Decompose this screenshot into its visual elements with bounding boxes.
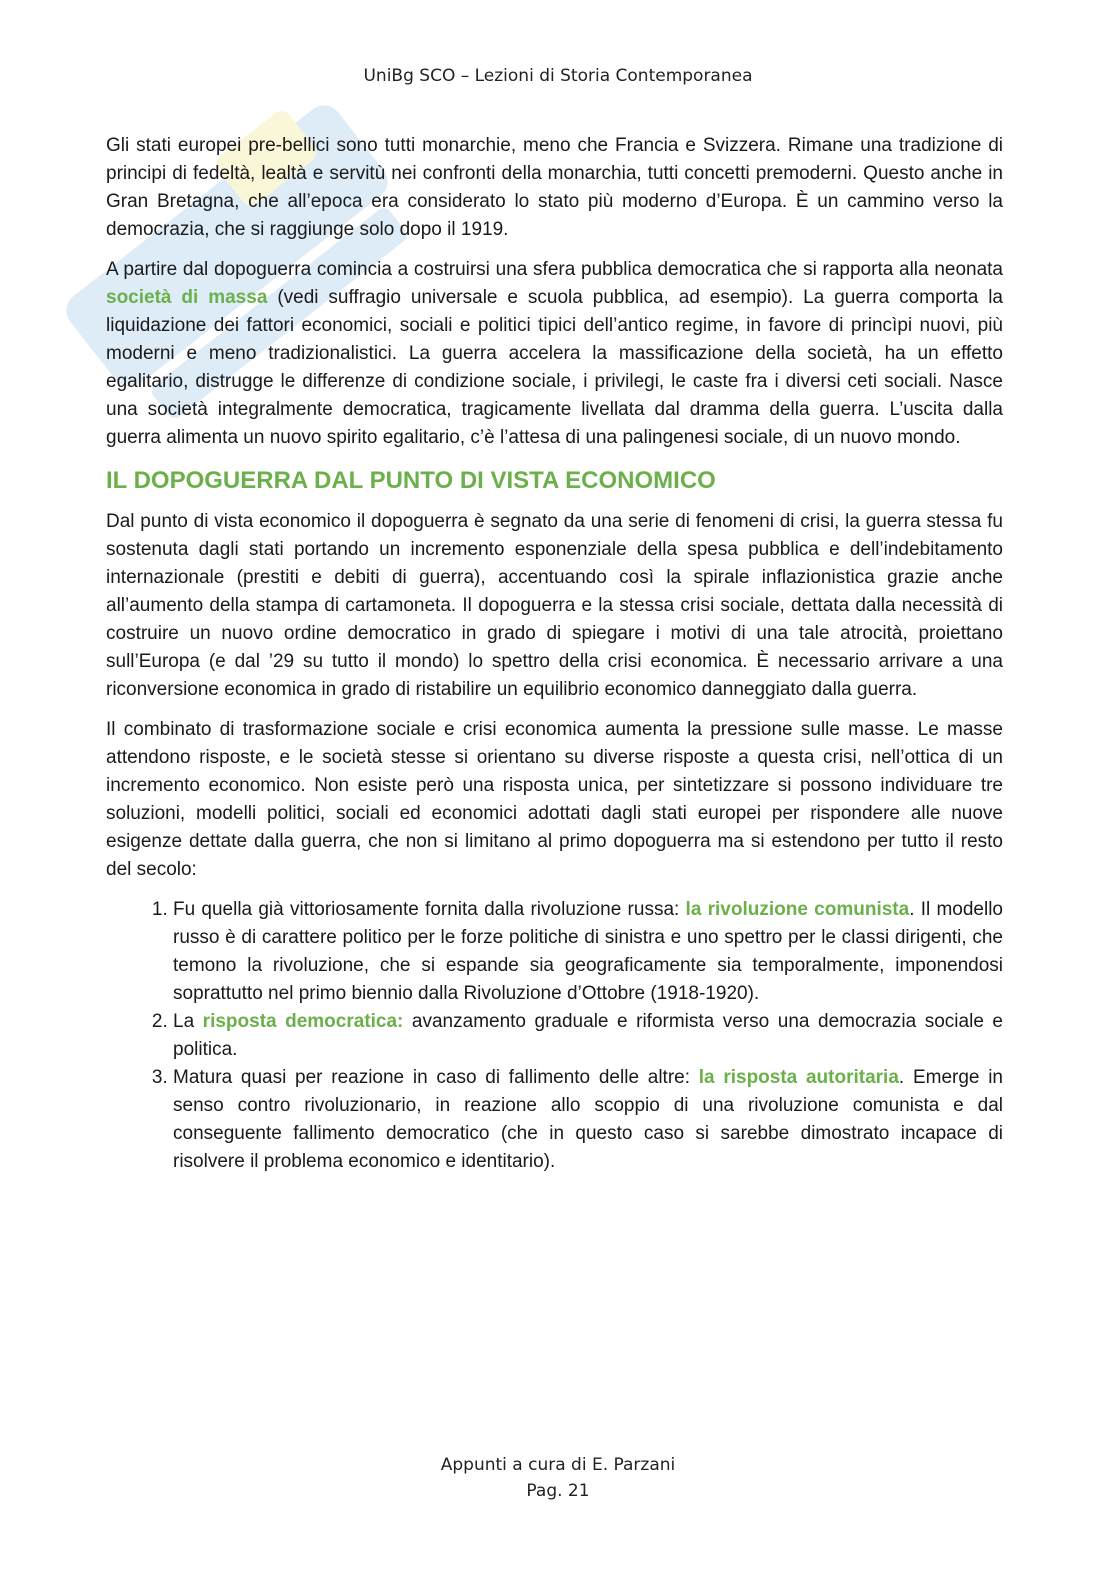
paragraph-text: A partire dal dopoguerra comincia a costruirsi una sfera pubblica democratica che si rapporta alla neonata [106,259,1003,280]
footer-credit: Appunti a cura di E. Parzani [440,1455,676,1475]
section-heading: IL DOPOGUERRA DAL PUNTO DI VISTA ECONOMICO [106,467,716,494]
paragraph: Gli stati europei pre-bellici sono tutti monarchie, meno che Francia e Svizzera. Rimane una tradizione di principi di fedeltà, lealtà e servitù nei confronti della monarchia, tutti concetti premoderni. Questo anche in Gran Bretagna, che all’epoca era considerato lo stato più moderno d’Europa. È un cammino verso la democrazia, che si raggiunge solo dopo il 1919. [106,135,1003,240]
page-header: UniBg SCO – Lezioni di Storia Contemporanea [363,66,753,86]
list-item-text: avanzamento graduale e riformista verso una democrazia sociale e politica. [173,1011,1003,1060]
highlighted-term: la rivoluzione comunista [685,899,910,920]
list-item-text: La [173,1011,203,1032]
list-item-text: Fu quella già vittoriosamente fornita dalla rivoluzione russa: [173,899,686,920]
paragraph: Il combinato di trasformazione sociale e crisi economica aumenta la pressione sulle masse. Le masse attendono risposte, e le società stesse si orientano su diverse risposte a questa crisi, nell’ottica di un incremento economico. Non esiste però una risposta unica, per sintetizzare si possono individuare tre soluzioni, modelli politici, sociali ed economici adottati dagli stati europei per rispondere alle nuove esigenze dettate dalla guerra, che non si limitano al primo dopoguerra ma si estendono per tutto il resto del secolo: [106,719,1003,880]
page-footer [0,1452,1116,1504]
list-item-text: . Emerge in senso contro rivoluzionario, in reazione allo scoppio di una rivoluzione comunista e dal conseguente fallimento democratico (che in questo caso si sarebbe dimostrato incapace di risolvere il problema economico e identitario). [173,1067,1004,1172]
highlighted-term: risposta democratica: [202,1011,404,1032]
paragraph [106,256,1003,452]
list-item [173,1008,1003,1064]
list-item [173,896,1003,1008]
list-item [173,1064,1003,1176]
list-item-text: . Il modello russo è di carattere politico per le forze politiche di sinistra e uno spettro per le classi dirigenti, che temono la rivoluzione, che si espande sia geograficamente sia temporalmente, imponendosi soprattutto nel primo biennio dalla Rivoluzione d’Ottobre (1918-1920). [173,899,1003,1004]
highlighted-term: la risposta autoritaria [698,1067,899,1088]
highlighted-term: società di massa [106,287,268,308]
paragraph: Dal punto di vista economico il dopoguerra è segnato da una serie di fenomeni di crisi, la guerra stessa fu sostenuta dagli stati portando un incremento esponenziale della spesa pubblica e dell’indebitamento internazionale (prestiti e debiti di guerra), accentuando così la spirale inflazionistica grazie anche all’aumento della stampa di cartamoneta. Il dopoguerra e la stessa crisi sociale, dettata dalla necessità di costruire un nuovo ordine democratico in grado di spiegare i motivi di una tale atrocità, proiettano sull’Europa (e dal ’29 su tutto il mondo) lo spettro della crisi economica. È necessario arrivare a una riconversione economica in grado di ristabilire un equilibrio economico danneggiato dalla guerra. [106,511,1003,700]
numbered-list [106,896,1003,1176]
list-item-text: Matura quasi per reazione in caso di fallimento delle altre: [173,1067,699,1088]
page-number: Pag. 21 [526,1481,590,1501]
paragraph-text: (vedi suffragio universale e scuola pubblica, ad esempio). La guerra comporta la liquidazione dei fattori economici, sociali e politici tipici dell’antico regime, in favore di princìpi nuovi, più moderni e meno tradizionalistici. La guerra accelera la massificazione della società, ha un effetto egalitario, distrugge le differenze di condizione sociale, i privilegi, le caste fra i diversi ceti sociali. Nasce una società integralmente democratica, tragicamente livellata dal dramma della guerra. L’uscita dalla guerra alimenta un nuovo spirito egalitario, c’è l’attesa di una palingenesi sociale, di un nuovo mondo. [106,287,1003,448]
document-body [106,132,1003,1176]
